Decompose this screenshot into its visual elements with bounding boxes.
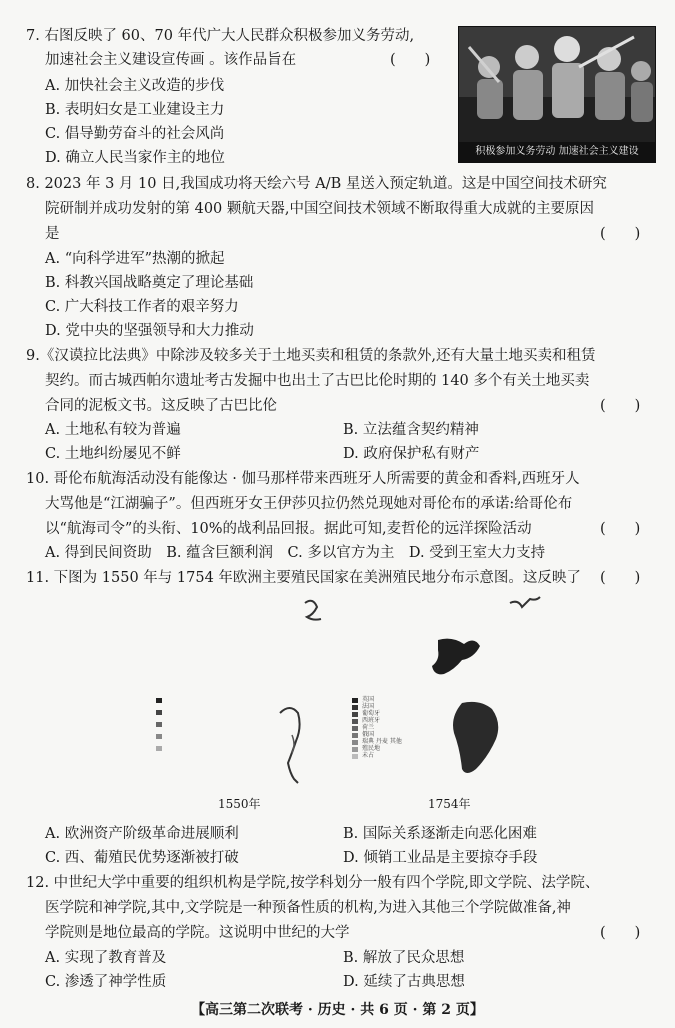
q7-stem-line2: 加速社会主义建设宣传画 。该作品旨在 [45,52,297,68]
q12-stem-line3: 学院则是地位最高的学院。这说明中世纪的大学 [45,925,350,941]
q11-stem: 11. 下图为 1550 年与 1754 年欧洲主要殖民国家在美洲殖民地分布示意图。这反映了 [26,570,581,586]
map2-legend-7: 殖民地 [362,745,381,752]
map2-legend-4: 荷兰 [362,724,375,731]
q7-option-a: A. 加快社会主义改造的步伐 [45,78,225,94]
americas-map-icon [120,585,580,815]
map2-legend-2: 葡萄牙 [362,710,381,717]
propaganda-poster-image [458,26,656,163]
q11-option-c: C. 西、葡殖民优势逐渐被打破 [45,850,239,866]
q8-option-a: A. “向科学进军”热潮的掀起 [45,251,225,267]
q7-option-b: B. 表明妇女是工业建设主力 [45,102,225,118]
q9-option-d: D. 政府保护私有财产 [343,446,480,462]
q8-answer-paren: ( ) [600,226,641,242]
q12-option-c: C. 渗透了神学性质 [45,974,167,990]
q8-option-b: B. 科教兴国战略奠定了理论基础 [45,275,254,291]
q7-option-c: C. 倡导勤劳奋斗的社会风尚 [45,126,225,142]
q10-stem-line2: 大骂他是“江湖骗子”。但西班牙女王伊莎贝拉仍然兑现她对哥伦布的承诺:给哥伦布 [45,496,573,512]
q7-stem-line1: 7. 右图反映了 60、70 年代广大人民群众积极参加义务劳动, [26,28,415,44]
q11-option-d: D. 倾销工业品是主要掠夺手段 [343,850,538,866]
q12-stem-line1: 12. 中世纪大学中重要的组织机构是学院,按学科划分一般有四个学院,即文学院、法学院、 [26,875,600,891]
q8-stem-line1: 8. 2023 年 3 月 10 日,我国成功将天绘六号 A/B 星送入预定轨道。这是中国空间技术研究 [26,176,607,192]
map1-year-label: 1550年 [218,797,261,811]
q12-option-a: A. 实现了教育普及 [45,950,167,966]
q7-option-d: D. 确立人民当家作主的地位 [45,150,225,166]
q12-option-d: D. 延续了古典思想 [343,974,465,990]
q11-option-b: B. 国际关系逐渐走向恶化困难 [343,826,537,842]
q10-stem-line3: 以“航海司令”的头衔、10%的战利品回报。据此可知,麦哲伦的远洋探险活动 [45,521,532,537]
q10-stem-line1: 10. 哥伦布航海活动没有能像达 · 伽马那样带来西班牙人所需要的黄金和香料,西班牙人 [26,471,580,487]
q8-stem-line2: 院研制并成功发射的第 400 颗航天器,中国空间技术领域不断取得重大成就的主要原因 [45,201,595,217]
q9-stem-line2: 契约。而古城西帕尔遗址考古发掘中也出土了古巴比伦时期的 140 多个有关土地买卖 [45,373,590,389]
q12-option-b: B. 解放了民众思想 [343,950,465,966]
map2-year-label: 1754年 [428,797,471,811]
q9-answer-paren: ( ) [600,398,641,414]
map2-legend-3: 西班牙 [362,717,381,724]
q9-option-a: A. 土地私有较为普遍 [45,422,181,438]
q8-stem-line3: 是 [45,226,60,242]
q9-option-c: C. 土地纠纷屡见不鲜 [45,446,181,462]
q11-answer-paren: ( ) [600,570,641,586]
q12-stem-line2: 医学院和神学院,其中,文学院是一种预备性质的机构,为进入其他三个学院做准备,神 [45,900,571,916]
q12-answer-paren: ( ) [600,925,641,941]
q7-answer-paren: ( ) [390,52,431,68]
map2-legend-5: 俄国 [362,731,375,738]
q9-option-b: B. 立法蕴含契约精神 [343,422,479,438]
q8-option-c: C. 广大科技工作者的艰辛努力 [45,299,239,315]
map2-legend-8: 未占 [362,752,375,759]
page-footer: 【高三第二次联考 · 历史 · 共 6 页 · 第 2 页】 [191,1002,484,1018]
colonial-maps-figure [120,585,580,815]
q11-option-a: A. 欧洲资产阶级革命进展顺利 [45,826,239,842]
q9-stem-line3: 合同的泥板文书。这反映了古巴比伦 [45,398,277,414]
map2-legend-1: 法国 [362,703,375,710]
map2-legend-0: 英国 [362,696,375,703]
poster-figures-icon [459,27,655,142]
map2-legend-6: 瑞典 丹麦 其他 [362,738,402,745]
poster-caption: 积极参加义务劳动 加速社会主义建设 [459,142,655,162]
q10-options: A. 得到民间资助 B. 蕴含巨额利润 C. 多以官方为主 D. 受到王室大力支持 [45,545,546,561]
q8-option-d: D. 党中央的坚强领导和大力推动 [45,323,254,339]
q10-answer-paren: ( ) [600,521,641,537]
q9-stem-line1: 9.《汉谟拉比法典》中除涉及较多关于土地买卖和租赁的条款外,还有大量土地买卖和租赁 [26,348,596,364]
